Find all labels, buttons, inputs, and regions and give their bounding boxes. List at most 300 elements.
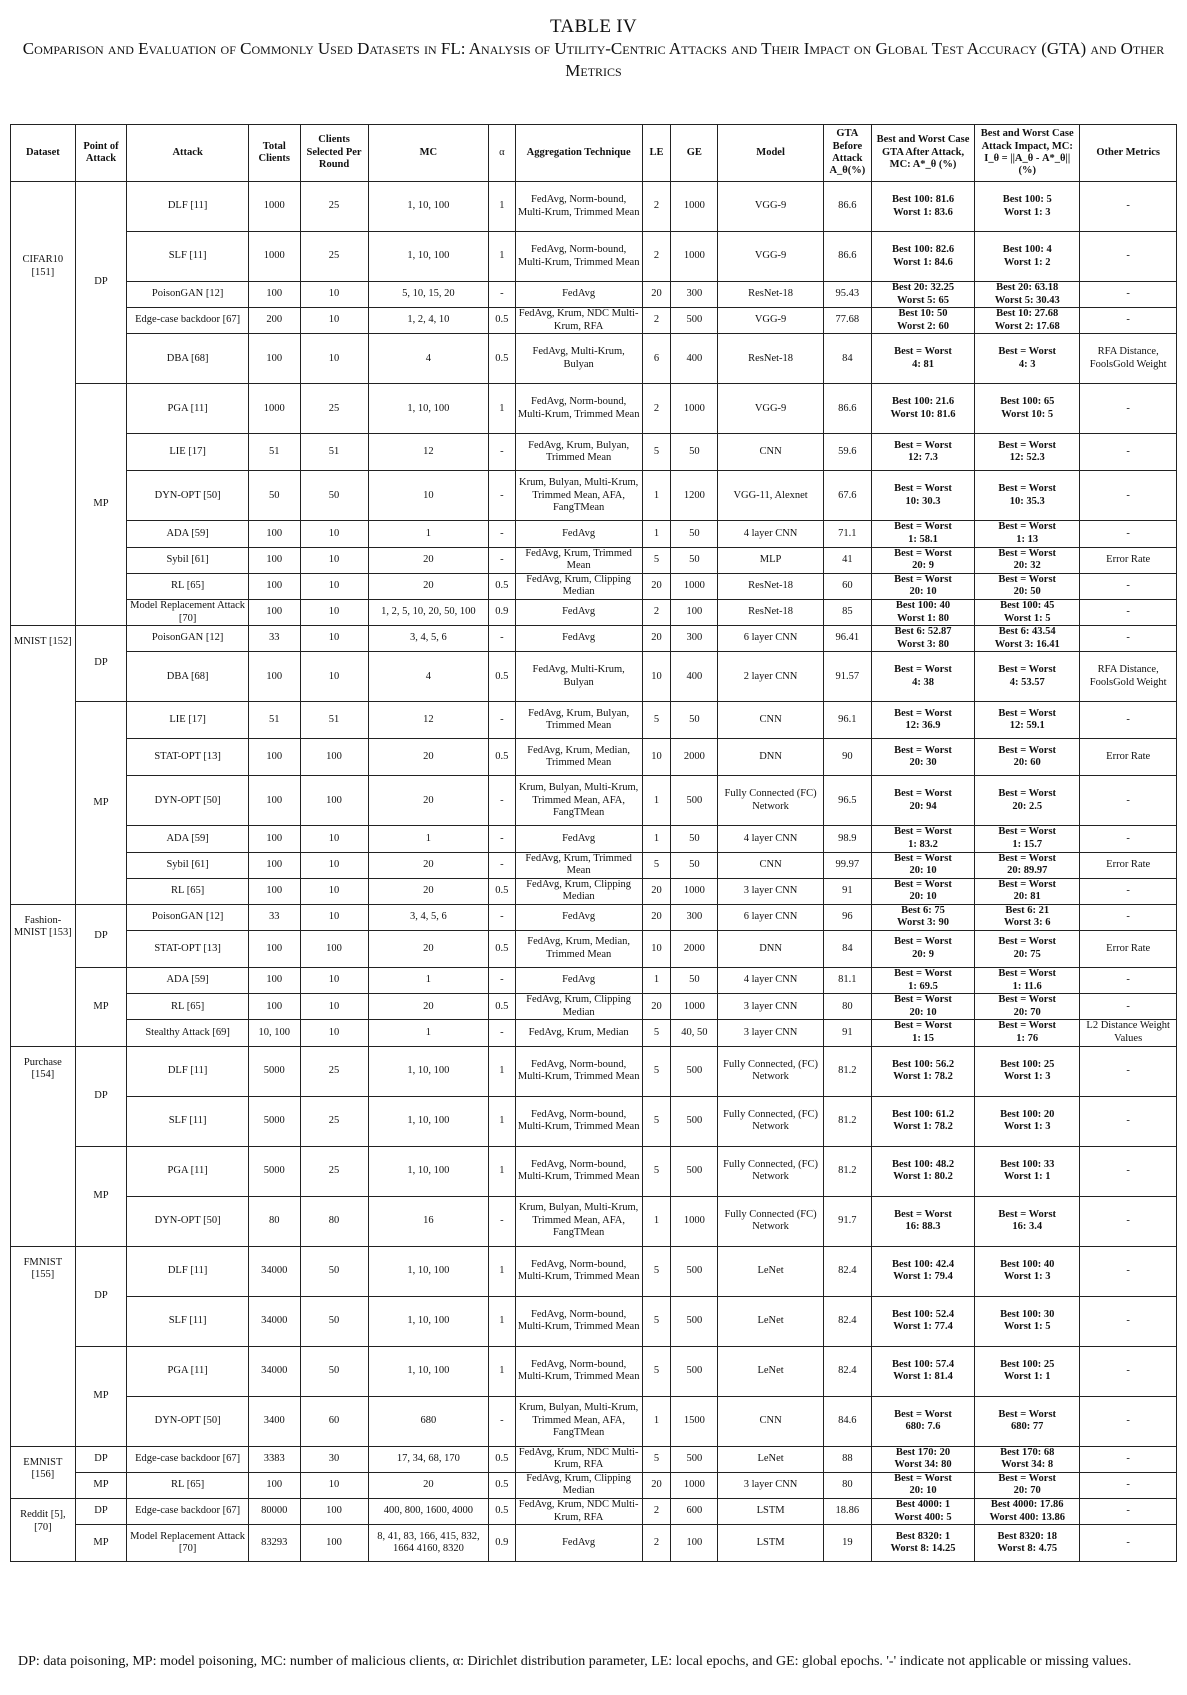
cell-model: 3 layer CNN (718, 878, 823, 904)
cell-total-clients: 33 (249, 626, 301, 652)
cell-ge: 500 (671, 1246, 718, 1296)
table-row (11, 1346, 1177, 1396)
cell-le: 5 (642, 1020, 671, 1046)
cell-clients-selected: 25 (300, 1046, 368, 1096)
cell-mc: 17, 34, 68, 170 (368, 1446, 489, 1472)
cell-aggregation: FedAvg, Krum, NDC Multi-Krum, RFA (515, 1446, 642, 1472)
cell-attack-impact: Best = Worst 12: 52.3 (975, 434, 1080, 471)
cell-alpha: 0.5 (489, 1499, 515, 1525)
cell-ge: 1000 (671, 1196, 718, 1246)
cell-model: LeNet (718, 1446, 823, 1472)
cell-point-of-attack: DP (75, 626, 127, 702)
cell-aggregation: FedAvg, Norm-bound, Multi-Krum, Trimmed Mean (515, 1146, 642, 1196)
cell-le: 5 (642, 1046, 671, 1096)
cell-attack: ADA [59] (127, 826, 249, 852)
cell-aggregation: FedAvg, Krum, Trimmed Mean (515, 547, 642, 573)
cell-aggregation: FedAvg, Multi-Krum, Bulyan (515, 334, 642, 384)
cell-best-worst-gta: Best 100: 42.4 Worst 1: 79.4 (871, 1246, 974, 1296)
cell-gta-before: 60 (823, 573, 871, 599)
cell-mc: 5, 10, 15, 20 (368, 282, 489, 308)
cell-other-metrics: - (1080, 599, 1177, 625)
cell-other-metrics: Error Rate (1080, 931, 1177, 968)
header-gta-before: GTA Before Attack A_θ(%) (823, 125, 871, 182)
cell-clients-selected: 25 (300, 1146, 368, 1196)
cell-gta-before: 96 (823, 904, 871, 930)
cell-model: CNN (718, 852, 823, 878)
cell-aggregation: Krum, Bulyan, Multi-Krum, Trimmed Mean, AFA, FangTMean (515, 471, 642, 521)
table-caption: Comparison and Evaluation of Commonly Used Datasets in FL: Analysis of Utility-Centric Attacks and Their Impact on Global Test Accuracy (GTA) and Other Metrics (22, 39, 1165, 80)
cell-model: LeNet (718, 1246, 823, 1296)
cell-attack: Edge-case backdoor [67] (127, 1499, 249, 1525)
cell-best-worst-gta: Best = Worst 16: 88.3 (871, 1196, 974, 1246)
cell-best-worst-gta: Best 100: 82.6 Worst 1: 84.6 (871, 232, 974, 282)
cell-mc: 1, 10, 100 (368, 1296, 489, 1346)
cell-gta-before: 90 (823, 739, 871, 776)
cell-ge: 1000 (671, 994, 718, 1020)
cell-clients-selected: 10 (300, 308, 368, 334)
table-row (11, 1396, 1177, 1446)
cell-model: Fully Connected, (FC) Network (718, 1096, 823, 1146)
cell-best-worst-gta: Best = Worst 20: 10 (871, 878, 974, 904)
cell-other-metrics: RFA Distance, FoolsGold Weight (1080, 334, 1177, 384)
cell-aggregation: FedAvg, Norm-bound, Multi-Krum, Trimmed Mean (515, 182, 642, 232)
table-row (11, 1246, 1177, 1296)
table-row (11, 1525, 1177, 1562)
cell-total-clients: 100 (249, 547, 301, 573)
cell-alpha: 0.5 (489, 308, 515, 334)
cell-total-clients: 34000 (249, 1346, 301, 1396)
cell-mc: 680 (368, 1396, 489, 1446)
cell-gta-before: 91 (823, 878, 871, 904)
cell-clients-selected: 100 (300, 1525, 368, 1562)
cell-ge: 100 (671, 1525, 718, 1562)
cell-total-clients: 100 (249, 878, 301, 904)
cell-le: 5 (642, 852, 671, 878)
cell-attack: Stealthy Attack [69] (127, 1020, 249, 1046)
cell-attack: DLF [11] (127, 182, 249, 232)
cell-best-worst-gta: Best 100: 57.4 Worst 1: 81.4 (871, 1346, 974, 1396)
cell-alpha: 1 (489, 1046, 515, 1096)
cell-other-metrics: - (1080, 1499, 1177, 1525)
cell-clients-selected: 100 (300, 739, 368, 776)
header-point-of-attack: Point of Attack (75, 125, 127, 182)
cell-ge: 400 (671, 652, 718, 702)
cell-attack-impact: Best 100: 20 Worst 1: 3 (975, 1096, 1080, 1146)
cell-best-worst-gta: Best 170: 20 Worst 34: 80 (871, 1446, 974, 1472)
cell-total-clients: 100 (249, 994, 301, 1020)
cell-clients-selected: 10 (300, 852, 368, 878)
cell-alpha: - (489, 826, 515, 852)
cell-total-clients: 50 (249, 471, 301, 521)
cell-best-worst-gta: Best = Worst 1: 69.5 (871, 968, 974, 994)
cell-best-worst-gta: Best 10: 50 Worst 2: 60 (871, 308, 974, 334)
cell-total-clients: 100 (249, 852, 301, 878)
cell-attack-impact: Best = Worst 20: 81 (975, 878, 1080, 904)
cell-aggregation: FedAvg (515, 282, 642, 308)
cell-mc: 12 (368, 702, 489, 739)
header-total-clients: Total Clients (249, 125, 301, 182)
cell-aggregation: FedAvg (515, 626, 642, 652)
cell-aggregation: FedAvg (515, 968, 642, 994)
cell-alpha: 0.9 (489, 599, 515, 625)
cell-model: VGG-11, Alexnet (718, 471, 823, 521)
cell-attack: DYN-OPT [50] (127, 1396, 249, 1446)
cell-alpha: - (489, 547, 515, 573)
cell-ge: 300 (671, 626, 718, 652)
cell-le: 5 (642, 1246, 671, 1296)
cell-gta-before: 41 (823, 547, 871, 573)
cell-aggregation: FedAvg (515, 826, 642, 852)
cell-le: 10 (642, 931, 671, 968)
cell-model: CNN (718, 1396, 823, 1446)
table-row (11, 182, 1177, 232)
cell-alpha: - (489, 282, 515, 308)
cell-alpha: - (489, 1020, 515, 1046)
cell-attack: ADA [59] (127, 968, 249, 994)
cell-clients-selected: 10 (300, 878, 368, 904)
cell-clients-selected: 10 (300, 968, 368, 994)
cell-other-metrics: - (1080, 994, 1177, 1020)
cell-best-worst-gta: Best 8320: 1 Worst 8: 14.25 (871, 1525, 974, 1562)
cell-model: CNN (718, 434, 823, 471)
cell-other-metrics: L2 Distance Weight Values (1080, 1020, 1177, 1046)
header-row (11, 125, 1177, 182)
cell-clients-selected: 10 (300, 904, 368, 930)
cell-other-metrics: - (1080, 434, 1177, 471)
cell-le: 5 (642, 1296, 671, 1346)
cell-le: 1 (642, 968, 671, 994)
table-row (11, 739, 1177, 776)
cell-alpha: 1 (489, 1296, 515, 1346)
cell-le: 1 (642, 1196, 671, 1246)
cell-other-metrics: - (1080, 776, 1177, 826)
cell-model: Fully Connected (FC) Network (718, 1196, 823, 1246)
cell-other-metrics: - (1080, 1096, 1177, 1146)
cell-alpha: 0.5 (489, 652, 515, 702)
cell-attack-impact: Best 100: 33 Worst 1: 1 (975, 1146, 1080, 1196)
cell-mc: 4 (368, 652, 489, 702)
cell-attack: PoisonGAN [12] (127, 282, 249, 308)
cell-total-clients: 5000 (249, 1046, 301, 1096)
cell-model: VGG-9 (718, 308, 823, 334)
cell-point-of-attack: MP (75, 384, 127, 626)
cell-model: 3 layer CNN (718, 994, 823, 1020)
cell-le: 1 (642, 776, 671, 826)
cell-other-metrics: - (1080, 573, 1177, 599)
cell-mc: 20 (368, 739, 489, 776)
cell-attack-impact: Best = Worst 20: 50 (975, 573, 1080, 599)
cell-ge: 50 (671, 702, 718, 739)
header-le: LE (642, 125, 671, 182)
cell-mc: 4 (368, 334, 489, 384)
cell-best-worst-gta: Best = Worst 12: 7.3 (871, 434, 974, 471)
cell-attack-impact: Best = Worst 20: 70 (975, 1472, 1080, 1498)
cell-aggregation: FedAvg, Norm-bound, Multi-Krum, Trimmed Mean (515, 1096, 642, 1146)
cell-alpha: - (489, 1396, 515, 1446)
cell-best-worst-gta: Best 100: 52.4 Worst 1: 77.4 (871, 1296, 974, 1346)
cell-point-of-attack: DP (75, 1499, 127, 1525)
cell-clients-selected: 10 (300, 652, 368, 702)
cell-other-metrics: - (1080, 182, 1177, 232)
cell-other-metrics: - (1080, 521, 1177, 547)
cell-other-metrics: - (1080, 1196, 1177, 1246)
cell-mc: 20 (368, 931, 489, 968)
cell-ge: 2000 (671, 931, 718, 968)
table-row (11, 434, 1177, 471)
cell-attack-impact: Best = Worst 20: 89.97 (975, 852, 1080, 878)
table-row (11, 904, 1177, 930)
cell-total-clients: 34000 (249, 1296, 301, 1346)
cell-best-worst-gta: Best 100: 48.2 Worst 1: 80.2 (871, 1146, 974, 1196)
cell-total-clients: 5000 (249, 1146, 301, 1196)
cell-attack-impact: Best = Worst 1: 15.7 (975, 826, 1080, 852)
cell-clients-selected: 25 (300, 384, 368, 434)
cell-aggregation: Krum, Bulyan, Multi-Krum, Trimmed Mean, AFA, FangTMean (515, 1396, 642, 1446)
cell-clients-selected: 80 (300, 1196, 368, 1246)
cell-other-metrics: - (1080, 702, 1177, 739)
cell-attack: RL [65] (127, 994, 249, 1020)
cell-mc: 20 (368, 547, 489, 573)
cell-attack-impact: Best 100: 30 Worst 1: 5 (975, 1296, 1080, 1346)
cell-dataset: CIFAR10 [151] (11, 182, 76, 626)
cell-clients-selected: 10 (300, 826, 368, 852)
header-other-metrics: Other Metrics (1080, 125, 1177, 182)
cell-model: LeNet (718, 1346, 823, 1396)
table-row (11, 573, 1177, 599)
cell-mc: 20 (368, 852, 489, 878)
cell-other-metrics: - (1080, 1296, 1177, 1346)
table-row (11, 521, 1177, 547)
table-row (11, 282, 1177, 308)
cell-aggregation: FedAvg, Krum, Clipping Median (515, 878, 642, 904)
cell-gta-before: 80 (823, 994, 871, 1020)
cell-model: ResNet-18 (718, 573, 823, 599)
cell-attack-impact: Best = Worst 20: 60 (975, 739, 1080, 776)
header-clients-selected: Clients Selected Per Round (300, 125, 368, 182)
cell-other-metrics: - (1080, 1525, 1177, 1562)
cell-attack: PoisonGAN [12] (127, 904, 249, 930)
cell-other-metrics: - (1080, 626, 1177, 652)
cell-model: MLP (718, 547, 823, 573)
cell-total-clients: 5000 (249, 1096, 301, 1146)
cell-model: DNN (718, 931, 823, 968)
cell-ge: 500 (671, 1046, 718, 1096)
cell-other-metrics: Error Rate (1080, 547, 1177, 573)
cell-attack-impact: Best = Worst 12: 59.1 (975, 702, 1080, 739)
cell-best-worst-gta: Best = Worst 20: 10 (871, 852, 974, 878)
cell-aggregation: FedAvg, Krum, Clipping Median (515, 994, 642, 1020)
cell-attack: DLF [11] (127, 1046, 249, 1096)
cell-aggregation: FedAvg, Krum, Median (515, 1020, 642, 1046)
cell-attack-impact: Best = Worst 20: 32 (975, 547, 1080, 573)
cell-alpha: - (489, 434, 515, 471)
cell-le: 20 (642, 626, 671, 652)
cell-aggregation: FedAvg, Norm-bound, Multi-Krum, Trimmed Mean (515, 1046, 642, 1096)
cell-model: LSTM (718, 1525, 823, 1562)
cell-clients-selected: 50 (300, 471, 368, 521)
cell-gta-before: 91.7 (823, 1196, 871, 1246)
cell-attack: DBA [68] (127, 334, 249, 384)
cell-mc: 3, 4, 5, 6 (368, 626, 489, 652)
cell-model: VGG-9 (718, 182, 823, 232)
cell-best-worst-gta: Best = Worst 20: 30 (871, 739, 974, 776)
cell-aggregation: FedAvg (515, 904, 642, 930)
table-row (11, 931, 1177, 968)
cell-ge: 500 (671, 1296, 718, 1346)
cell-total-clients: 80000 (249, 1499, 301, 1525)
cell-attack: RL [65] (127, 573, 249, 599)
cell-clients-selected: 10 (300, 1020, 368, 1046)
cell-other-metrics: - (1080, 1446, 1177, 1472)
cell-ge: 500 (671, 1146, 718, 1196)
table-row (11, 1146, 1177, 1196)
cell-attack: PGA [11] (127, 1146, 249, 1196)
header-alpha: α (489, 125, 515, 182)
table-row (11, 968, 1177, 994)
table-row (11, 384, 1177, 434)
cell-alpha: 0.5 (489, 334, 515, 384)
cell-gta-before: 86.6 (823, 182, 871, 232)
cell-attack-impact: Best 10: 27.68 Worst 2: 17.68 (975, 308, 1080, 334)
cell-le: 5 (642, 1346, 671, 1396)
cell-best-worst-gta: Best = Worst 20: 10 (871, 1472, 974, 1498)
cell-best-worst-gta: Best 6: 75 Worst 3: 90 (871, 904, 974, 930)
cell-clients-selected: 51 (300, 702, 368, 739)
cell-attack-impact: Best = Worst 1: 13 (975, 521, 1080, 547)
cell-gta-before: 88 (823, 1446, 871, 1472)
cell-le: 2 (642, 1499, 671, 1525)
cell-other-metrics: - (1080, 1472, 1177, 1498)
cell-other-metrics: - (1080, 384, 1177, 434)
cell-alpha: 1 (489, 1246, 515, 1296)
cell-total-clients: 1000 (249, 232, 301, 282)
cell-point-of-attack: DP (75, 1246, 127, 1346)
cell-le: 6 (642, 334, 671, 384)
cell-total-clients: 200 (249, 308, 301, 334)
cell-mc: 1, 2, 5, 10, 20, 50, 100 (368, 599, 489, 625)
cell-mc: 1, 10, 100 (368, 232, 489, 282)
cell-alpha: 1 (489, 1096, 515, 1146)
cell-gta-before: 71.1 (823, 521, 871, 547)
table-row (11, 334, 1177, 384)
cell-other-metrics: Error Rate (1080, 739, 1177, 776)
cell-alpha: - (489, 852, 515, 878)
cell-attack: SLF [11] (127, 232, 249, 282)
cell-other-metrics: - (1080, 1046, 1177, 1096)
cell-mc: 1, 10, 100 (368, 1096, 489, 1146)
cell-best-worst-gta: Best = Worst 1: 58.1 (871, 521, 974, 547)
cell-le: 2 (642, 182, 671, 232)
cell-mc: 1 (368, 1020, 489, 1046)
cell-clients-selected: 10 (300, 1472, 368, 1498)
cell-clients-selected: 30 (300, 1446, 368, 1472)
cell-model: Fully Connected, (FC) Network (718, 1046, 823, 1096)
cell-gta-before: 99.97 (823, 852, 871, 878)
cell-ge: 500 (671, 1446, 718, 1472)
cell-attack-impact: Best 6: 21 Worst 3: 6 (975, 904, 1080, 930)
table-row (11, 702, 1177, 739)
cell-other-metrics: - (1080, 878, 1177, 904)
cell-aggregation: FedAvg, Norm-bound, Multi-Krum, Trimmed Mean (515, 1346, 642, 1396)
cell-clients-selected: 10 (300, 547, 368, 573)
cell-attack: SLF [11] (127, 1296, 249, 1346)
cell-clients-selected: 25 (300, 182, 368, 232)
cell-attack: LIE [17] (127, 702, 249, 739)
cell-attack: PoisonGAN [12] (127, 626, 249, 652)
cell-best-worst-gta: Best = Worst 4: 81 (871, 334, 974, 384)
cell-dataset: Fashion-MNIST [153] (11, 904, 76, 1046)
cell-attack-impact: Best 20: 63.18 Worst 5: 30.43 (975, 282, 1080, 308)
cell-gta-before: 98.9 (823, 826, 871, 852)
cell-alpha: - (489, 521, 515, 547)
table-row (11, 1046, 1177, 1096)
cell-ge: 1000 (671, 384, 718, 434)
cell-gta-before: 82.4 (823, 1346, 871, 1396)
cell-attack: STAT-OPT [13] (127, 931, 249, 968)
cell-mc: 1, 10, 100 (368, 384, 489, 434)
cell-total-clients: 100 (249, 652, 301, 702)
cell-le: 2 (642, 232, 671, 282)
cell-model: DNN (718, 739, 823, 776)
cell-model: VGG-9 (718, 384, 823, 434)
cell-le: 20 (642, 904, 671, 930)
cell-point-of-attack: DP (75, 1446, 127, 1472)
table-row (11, 232, 1177, 282)
cell-gta-before: 84.6 (823, 1396, 871, 1446)
cell-attack: DYN-OPT [50] (127, 471, 249, 521)
cell-gta-before: 86.6 (823, 232, 871, 282)
cell-mc: 1, 2, 4, 10 (368, 308, 489, 334)
cell-attack: Model Replacement Attack [70] (127, 1525, 249, 1562)
cell-point-of-attack: DP (75, 1046, 127, 1146)
cell-clients-selected: 10 (300, 573, 368, 599)
cell-mc: 1, 10, 100 (368, 1246, 489, 1296)
cell-aggregation: FedAvg, Krum, Bulyan, Trimmed Mean (515, 702, 642, 739)
cell-clients-selected: 10 (300, 521, 368, 547)
cell-other-metrics: - (1080, 232, 1177, 282)
cell-alpha: - (489, 904, 515, 930)
cell-best-worst-gta: Best = Worst 1: 15 (871, 1020, 974, 1046)
cell-clients-selected: 100 (300, 1499, 368, 1525)
cell-le: 5 (642, 547, 671, 573)
cell-attack-impact: Best 170: 68 Worst 34: 8 (975, 1446, 1080, 1472)
cell-total-clients: 33 (249, 904, 301, 930)
header-aggregation: Aggregation Technique (515, 125, 642, 182)
cell-attack-impact: Best 6: 43.54 Worst 3: 16.41 (975, 626, 1080, 652)
cell-other-metrics: RFA Distance, FoolsGold Weight (1080, 652, 1177, 702)
cell-le: 1 (642, 826, 671, 852)
cell-ge: 100 (671, 599, 718, 625)
cell-attack: PGA [11] (127, 384, 249, 434)
cell-other-metrics: - (1080, 282, 1177, 308)
cell-ge: 1000 (671, 232, 718, 282)
cell-aggregation: FedAvg (515, 1525, 642, 1562)
header-ge: GE (671, 125, 718, 182)
cell-total-clients: 100 (249, 776, 301, 826)
cell-aggregation: FedAvg, Norm-bound, Multi-Krum, Trimmed Mean (515, 1246, 642, 1296)
cell-total-clients: 80 (249, 1196, 301, 1246)
cell-other-metrics: - (1080, 904, 1177, 930)
cell-total-clients: 100 (249, 931, 301, 968)
cell-attack: DYN-OPT [50] (127, 776, 249, 826)
cell-aggregation: FedAvg, Norm-bound, Multi-Krum, Trimmed Mean (515, 232, 642, 282)
cell-ge: 300 (671, 282, 718, 308)
cell-model: 4 layer CNN (718, 521, 823, 547)
cell-le: 20 (642, 994, 671, 1020)
cell-mc: 1 (368, 826, 489, 852)
header-mc: MC (368, 125, 489, 182)
cell-ge: 2000 (671, 739, 718, 776)
